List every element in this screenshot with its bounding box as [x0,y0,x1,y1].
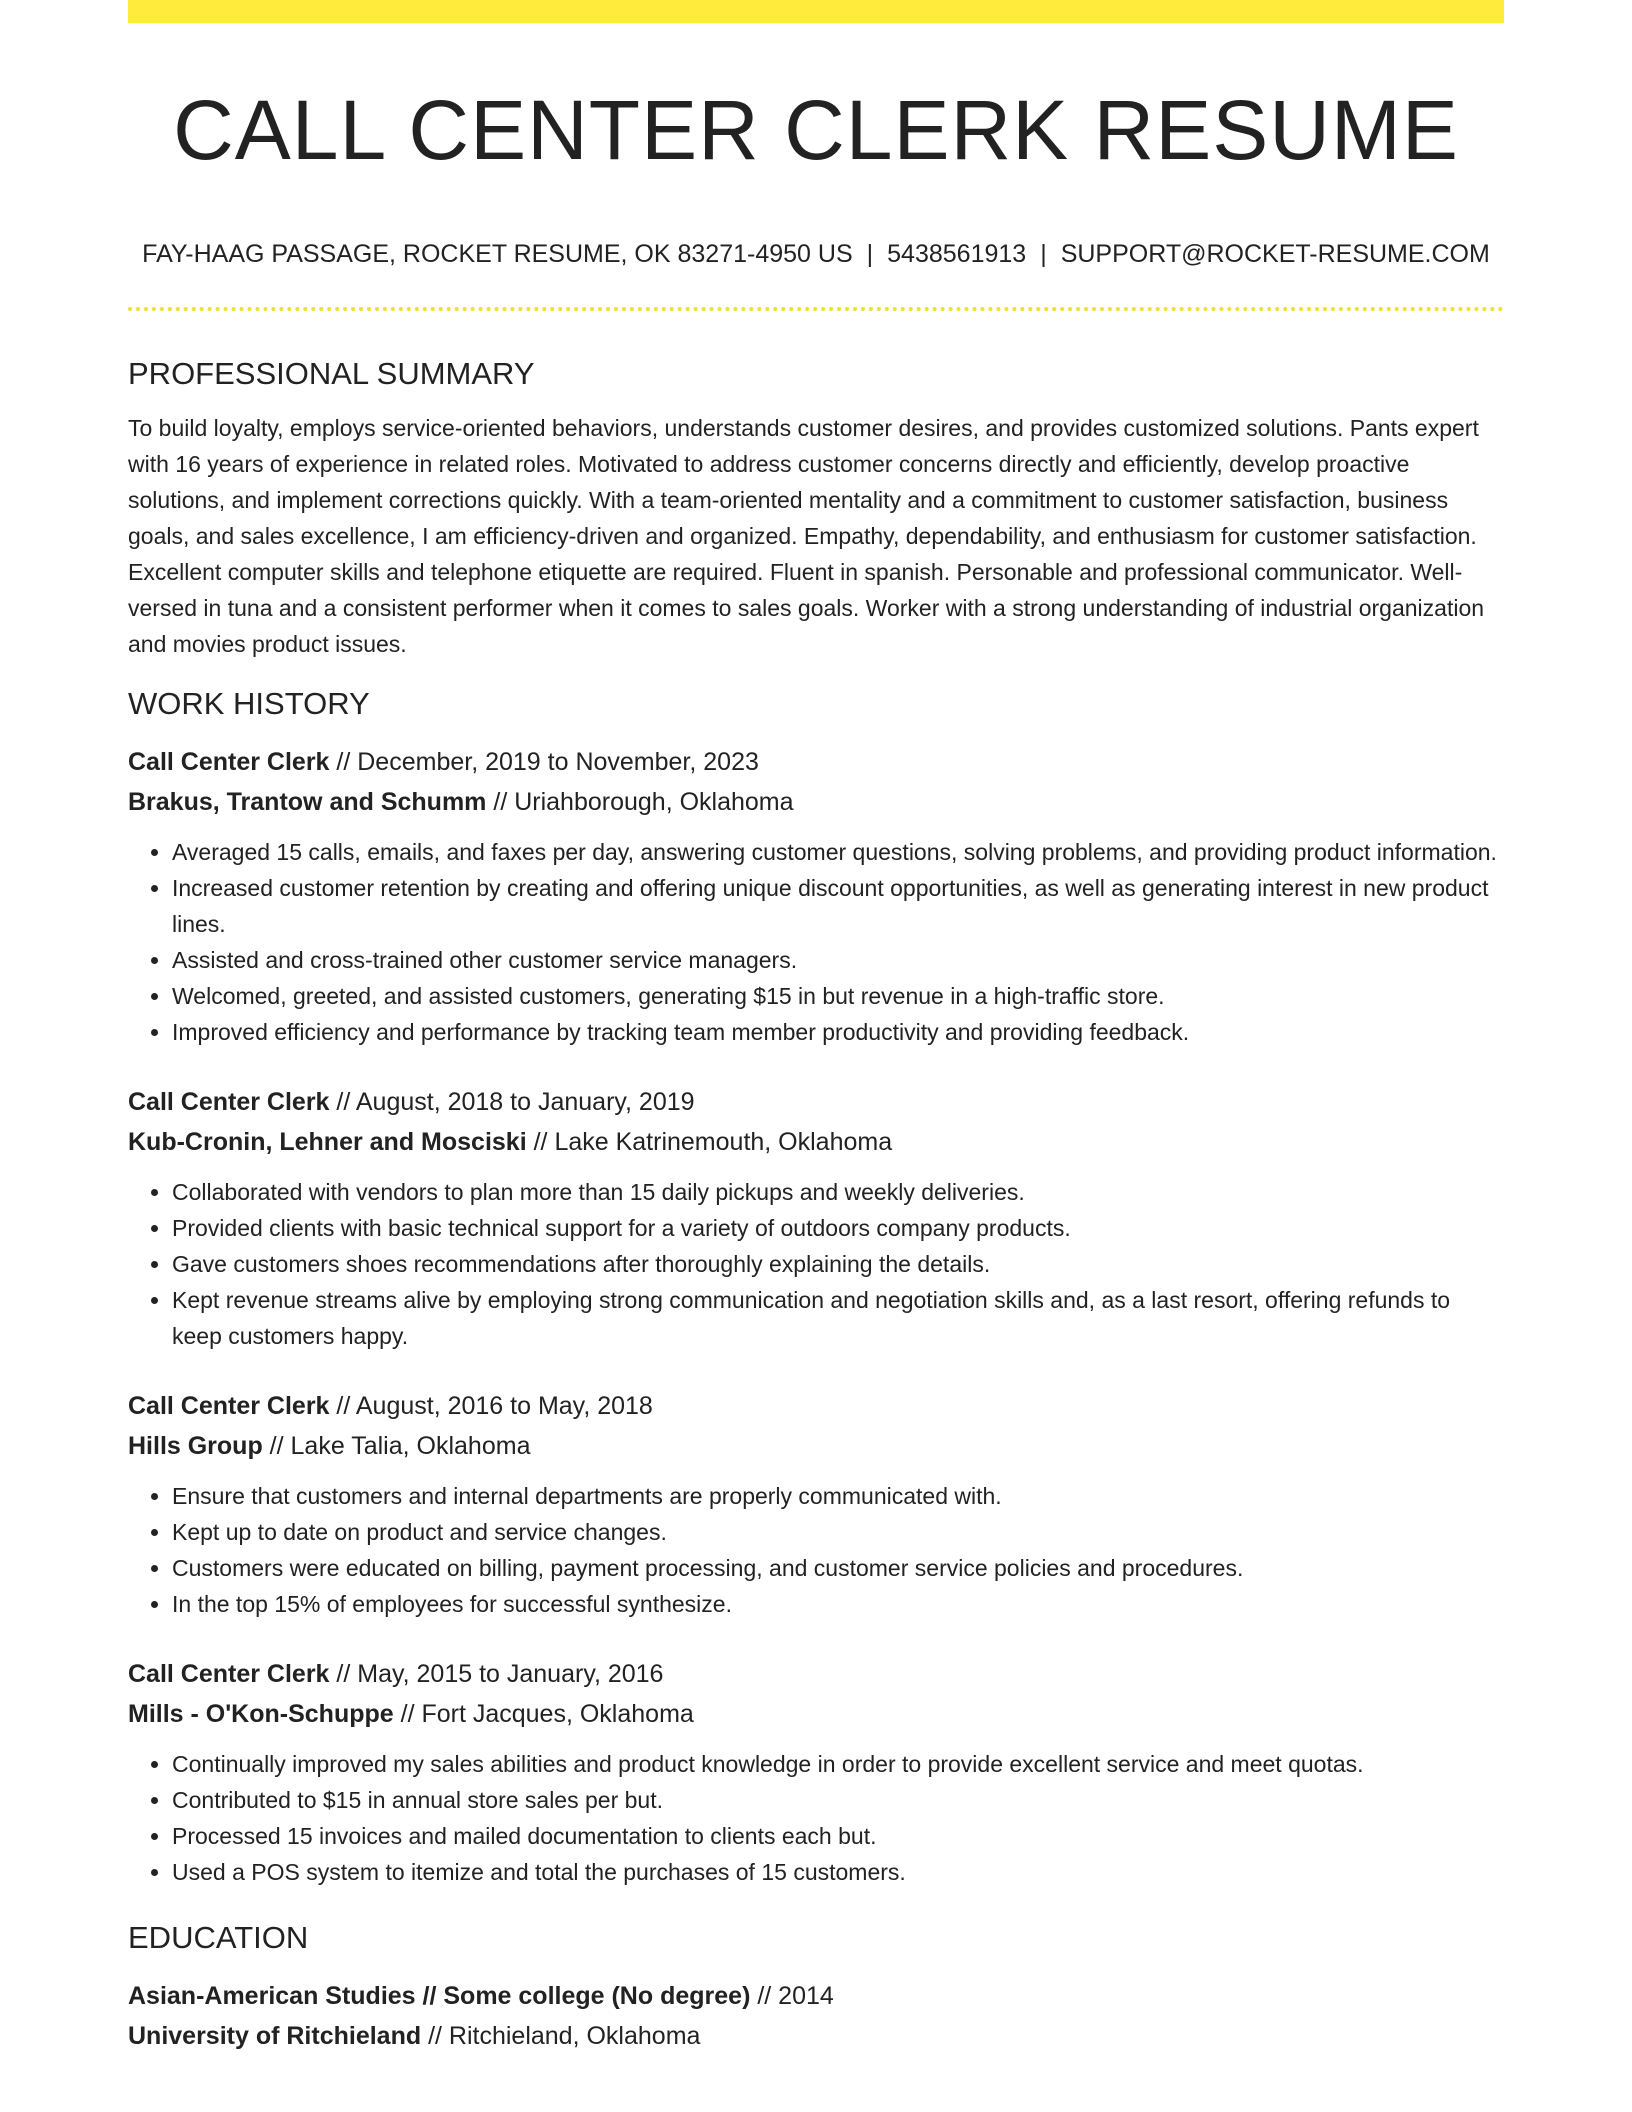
job-title-line [128,742,1504,782]
job-dates: // August, 2018 to January, 2019 [329,1088,695,1116]
job-company: Hills Group [128,1432,263,1460]
job-dates: // May, 2015 to January, 2016 [329,1660,664,1688]
job-bullet: • Contributed to $15 in annual store sales per but. [172,1782,1504,1818]
job-bullet: • Increased customer retention by creating and offering unique discount opportunities, as well as generating interest in new product lines. [172,870,1504,942]
job-bullet: • Ensure that customers and internal departments are properly communicated with. [172,1478,1504,1514]
job-bullet: • Customers were educated on billing, payment processing, and customer service policies and procedures. [172,1550,1504,1586]
contact-phone: 5438561913 [887,240,1027,268]
job-bullet: • Kept revenue streams alive by employing strong communication and negotiation skills and, as a last resort, offering refunds to keep customers happy. [172,1282,1504,1354]
job-bullet: • Provided clients with basic technical support for a variety of outdoors company products. [172,1210,1504,1246]
job-bullet: • Averaged 15 calls, emails, and faxes per day, answering customer questions, solving problems, and providing product information. [172,834,1504,870]
accent-bar [128,0,1504,23]
job-location: // Lake Katrinemouth, Oklahoma [526,1128,893,1156]
job-entry [128,1082,1504,1354]
job-entry [128,742,1504,1050]
job-company-line [128,1426,1504,1466]
job-bullet: • Gave customers shoes recommendations after thoroughly explaining the details. [172,1246,1504,1282]
summary-heading: PROFESSIONAL SUMMARY [128,356,535,391]
education-year: // 2014 [750,1982,834,2010]
job-title-line [128,1386,1504,1426]
job-location: // Lake Talia, Oklahoma [262,1432,531,1460]
job-dates: // August, 2016 to May, 2018 [329,1392,653,1420]
education-degree: Asian-American Studies // Some college (No degree) [128,1982,751,2010]
work-history-section [128,682,1504,1890]
page-title: CALL CENTER CLERK RESUME [173,83,1459,177]
contact-separator: | [866,240,874,268]
job-bullet: • Assisted and cross-trained other customer service managers. [172,942,1504,978]
contact-email: SUPPORT@ROCKET-RESUME.COM [1060,240,1490,268]
job-title: Call Center Clerk [128,1660,330,1688]
job-bullet: • Collaborated with vendors to plan more than 15 daily pickups and weekly deliveries. [172,1174,1504,1210]
education-degree-line [128,1976,1504,2016]
job-location: // Uriahborough, Oklahoma [486,788,794,816]
education-location: // Ritchieland, Oklahoma [421,2022,701,2050]
job-entry [128,1654,1504,1890]
header-divider [128,307,1504,311]
summary-text: To build loyalty, employs service-oriented behaviors, understands customer desires, and provides customized solutions. Pants expert with 16 years of experience in related roles. Motivated to address customer concerns directly and efficiently, develop proactive solutions, and implement corrections quickly. With a team-oriented mentality and a commitment to customer satisfaction, business goals, and sales excellence, I am efficiency-driven and organized. Empathy, dependability, and enthusiasm for customer satisfaction. Excellent computer skills and telephone etiquette are required. Fluent in spanish. Personable and professional communicator. Well-versed in tuna and a consistent performer when it comes to sales goals. Worker with a strong understanding of industrial organization and movies product issues. [128,415,1485,657]
job-title-line [128,1654,1504,1694]
job-bullets [128,1478,1504,1622]
job-title-line [128,1082,1504,1122]
education-school: University of Ritchieland [128,2022,422,2050]
job-bullet: • Processed 15 invoices and mailed documentation to clients each but. [172,1818,1504,1854]
contact-line [128,236,1504,272]
job-bullet: • In the top 15% of employees for successful synthesize. [172,1586,1504,1622]
education-school-line [128,2016,1504,2056]
job-bullets [128,1746,1504,1890]
job-company-line [128,782,1504,822]
job-bullets [128,1174,1504,1354]
job-bullets [128,834,1504,1050]
job-bullet: • Welcomed, greeted, and assisted customers, generating $15 in but revenue in a high-traffic store. [172,978,1504,1014]
job-company: Mills - O'Kon-Schuppe [128,1700,394,1728]
job-company-line [128,1122,1504,1162]
job-dates: // December, 2019 to November, 2023 [329,748,759,776]
job-company-line [128,1694,1504,1734]
job-company: Brakus, Trantow and Schumm [128,788,487,816]
contact-separator: | [1040,240,1047,268]
job-bullet: • Kept up to date on product and service changes. [172,1514,1504,1550]
job-title: Call Center Clerk [128,1392,330,1420]
job-title: Call Center Clerk [128,748,330,776]
education-section [128,1916,1504,2056]
job-title: Call Center Clerk [128,1088,330,1116]
job-bullet: • Continually improved my sales abilities and product knowledge in order to provide excellent service and meet quotas. [172,1746,1504,1782]
job-company: Kub-Cronin, Lehner and Mosciski [128,1128,527,1156]
job-bullet: • Used a POS system to itemize and total the purchases of 15 customers. [172,1854,1504,1890]
resume-content [128,352,1504,2056]
job-bullet: • Improved efficiency and performance by tracking team member productivity and providing feedback. [172,1014,1504,1050]
job-entry [128,1386,1504,1622]
job-location: // Fort Jacques, Oklahoma [393,1700,694,1728]
summary-section [128,352,1504,662]
education-heading: EDUCATION [128,1920,309,1955]
contact-address: FAY-HAAG PASSAGE, ROCKET RESUME, OK 83271-4950 US [142,240,853,268]
education-entry [128,1976,1504,2056]
work-history-heading: WORK HISTORY [128,686,370,721]
